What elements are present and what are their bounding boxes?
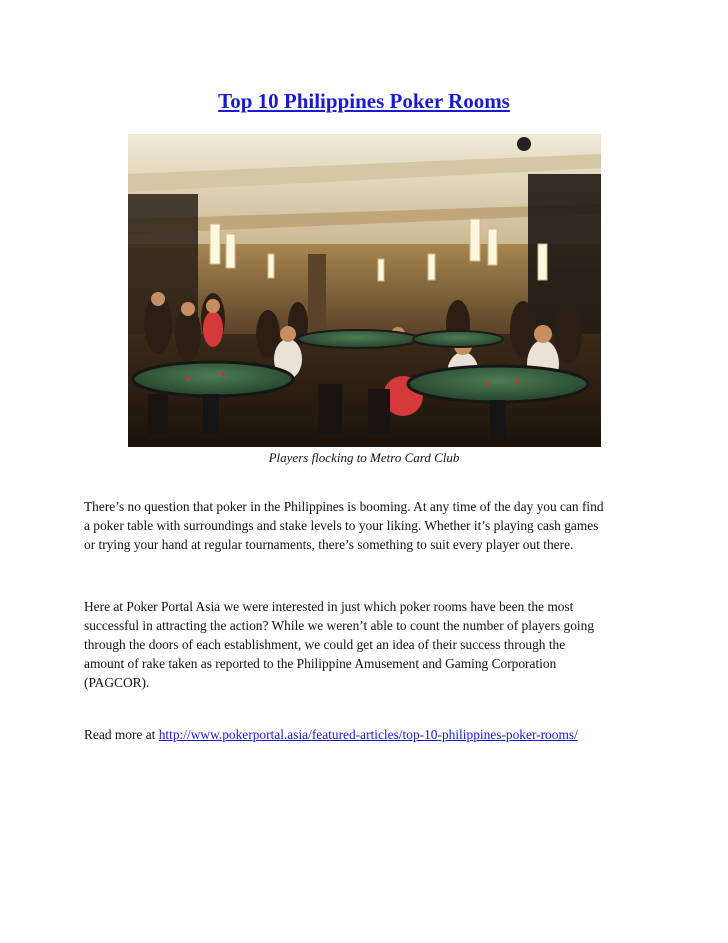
photo-caption: Players flocking to Metro Card Club — [268, 450, 460, 465]
paragraph-intro — [84, 497, 654, 554]
title-link[interactable]: Top 10 Philippines Poker Rooms — [218, 89, 510, 113]
poker-table-right — [408, 366, 588, 402]
poker-table-left — [133, 362, 293, 396]
read-more — [84, 725, 654, 744]
read-more-link[interactable]: http://www.pokerportal.asia/featured-articles/top-10-philippines-poker-rooms/ — [158, 727, 578, 742]
poker-room-illustration — [128, 134, 601, 447]
paragraph-line: a poker table with surroundings and stake levels to your liking. Whether it’s playing cash games — [84, 518, 599, 533]
paragraph-line: There’s no question that poker in the Philippines is booming. At any time of the day you can find — [84, 499, 604, 514]
paragraph-line: amount of rake taken as reported to the Philippine Amusement and Gaming Corporation — [84, 656, 557, 671]
paragraph-line: successful in attracting the action? While we weren’t able to count the number of players going — [84, 618, 595, 633]
paragraph-line: through the doors of each establishment, we could get an idea of their success through the — [84, 637, 566, 652]
paragraph-line: (PAGCOR). — [84, 675, 150, 690]
document-title — [0, 86, 728, 116]
read-more-prefix: Read more at — [84, 727, 159, 742]
paragraph-line: or trying your hand at regular tournaments, there’s something to suit every player out there. — [84, 537, 574, 552]
camera — [517, 137, 531, 151]
poker-room-photo — [128, 134, 601, 447]
paragraph-about — [84, 597, 654, 692]
paragraph-line: Here at Poker Portal Asia we were interested in just which poker rooms have been the most — [84, 599, 574, 614]
